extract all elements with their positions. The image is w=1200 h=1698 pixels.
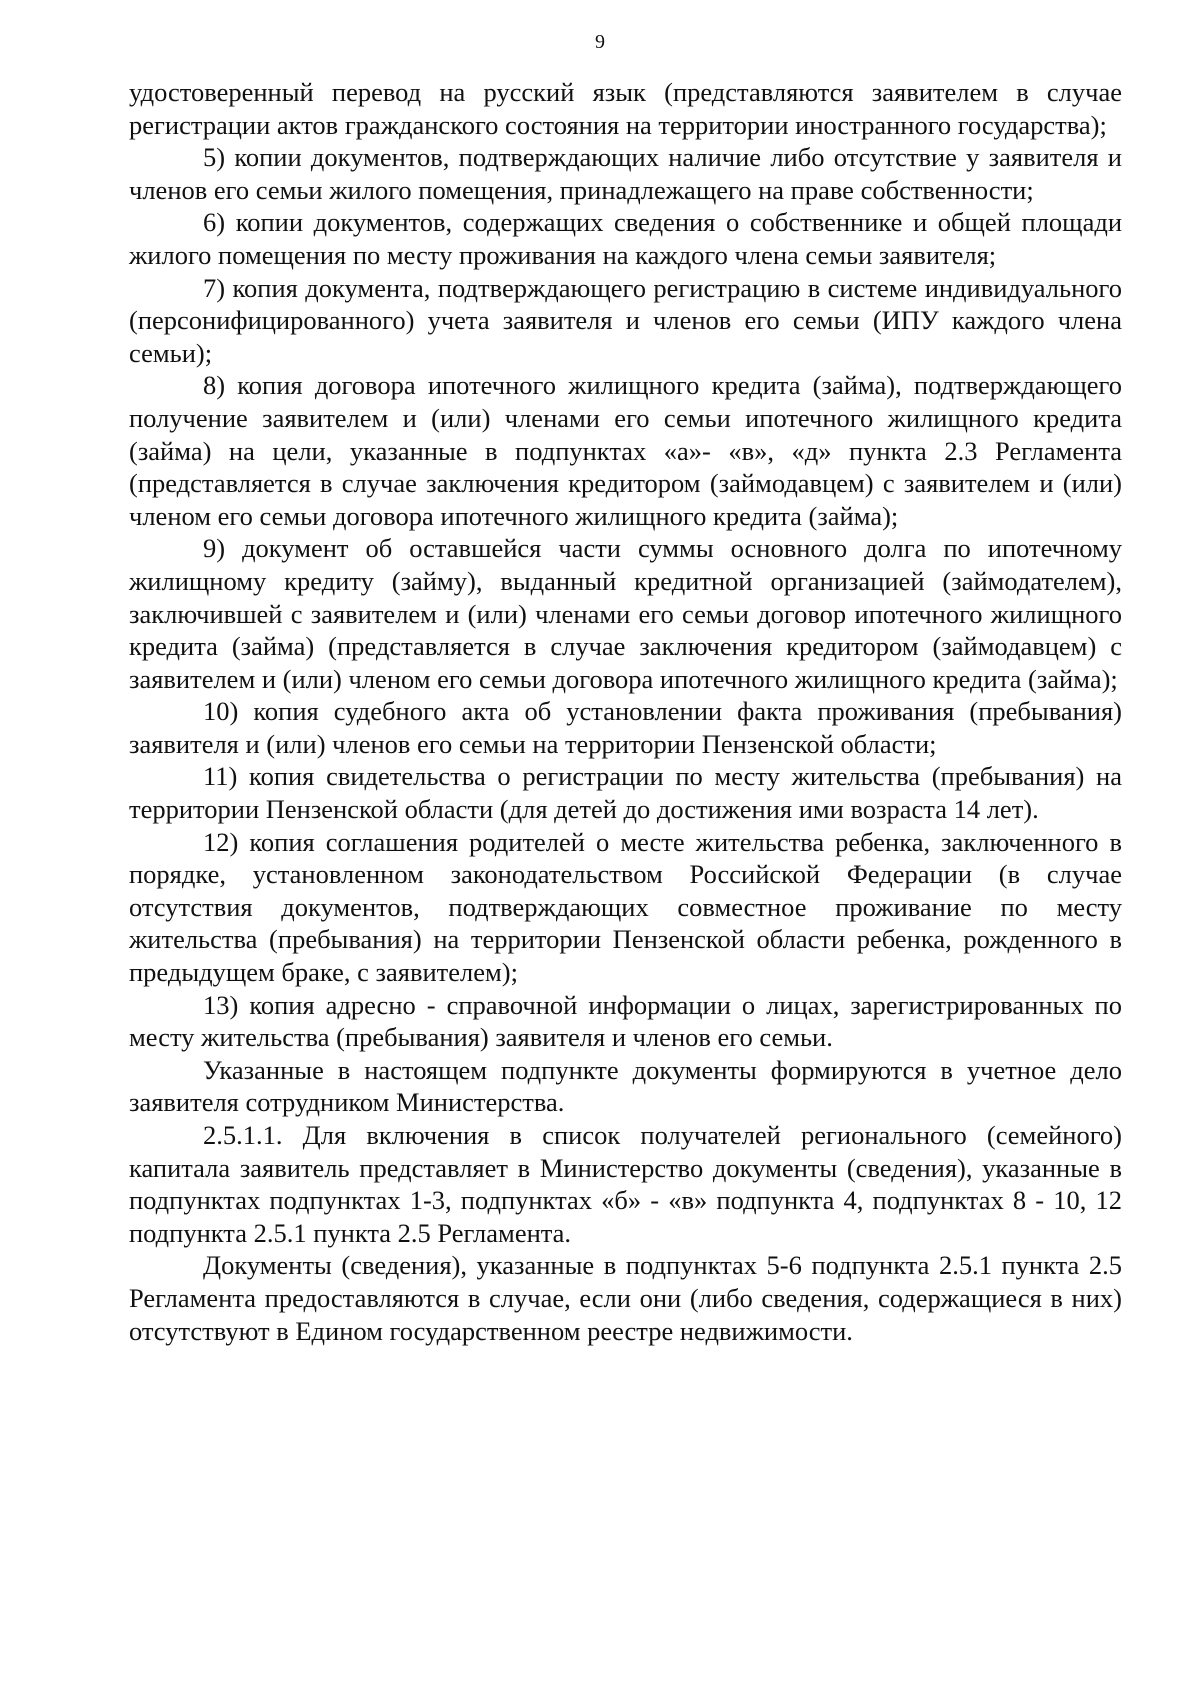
paragraph-item-7: 7) копия документа, подтверждающего регистрацию в системе индивидуального (персонифицированного) учета заявителя и членов его семьи (ИПУ каждого члена семьи); [129, 272, 1122, 368]
paragraph-item-12: 12) копия соглашения родителей о месте жительства ребенка, заключенного в порядке, установленном законодательством Российской Федерации (в случае отсутствия документов, подтверждающих совместное проживание по месту жительства (пребывания) на территории Пензенской области ребенка, рожденного в предыдущем браке, с заявителем); [129, 826, 1122, 988]
paragraph-documents-note: Документы (сведения), указанные в подпунктах 5-6 подпункта 2.5.1 пункта 2.5 Регламента предоставляются в случае, если они (либо сведения, содержащиеся в них) отсутствуют в Едином государственном реестре недвижимости. [129, 1250, 1122, 1346]
paragraph-item-9: 9) документ об оставшейся части суммы основного долга по ипотечному жилищному кредиту (займу), выданный кредитной организацией (займодателем), заключившей с заявителем и (или) членами его семьи договор ипотечного жилищного кредита (займа) (представляется в случае заключения кредитором (займодавцем) с заявителем и (или) членом его семьи договора ипотечного жилищного кредита (займа); [129, 533, 1122, 694]
paragraph-item-11: 11) копия свидетельства о регистрации по месту жительства (пребывания) на территории Пензенской области (для детей до достижения ими возраста 14 лет). [129, 761, 1122, 825]
paragraph-item-8: 8) копия договора ипотечного жилищного кредита (займа), подтверждающего получение заявителем и (или) членами его семьи ипотечного жилищного кредита (займа) на цели, указанные в подпунктах «а»- «в», «д» пункта 2.3 Регламента (представляется в случае заключения кредитором (займодавцем) с заявителем и (или) членом его семьи договора ипотечного жилищного кредита (займа); [129, 370, 1122, 531]
paragraph-2-5-1-1: 2.5.1.1. Для включения в список получателей регионального (семейного) капитала заявитель представляет в Министерство документы (сведения), указанные в подпунктах подпунктах 1-3, подпунктах «б» - «в» подпункта 4, подпунктах 8 - 10, 12 подпункта 2.5.1 пункта 2.5 Регламента. [129, 1120, 1122, 1248]
paragraph-continuation: удостоверенный перевод на русский язык (представляются заявителем в случае регистрации актов гражданского состояния на территории иностранного государства); [129, 77, 1122, 140]
paragraph-note: Указанные в настоящем подпункте документы формируются в учетное дело заявителя сотрудником Министерства. [129, 1054, 1122, 1118]
paragraph-item-10: 10) копия судебного акта об установлении факта проживания (пребывания) заявителя и (или) членов его семьи на территории Пензенской области; [129, 696, 1122, 759]
paragraph-item-13: 13) копия адресно - справочной информации о лицах, зарегистрированных по месту жительства (пребывания) заявителя и членов его семьи. [129, 989, 1122, 1053]
paragraph-item-6: 6) копии документов, содержащих сведения о собственнике и общей площади жилого помещения по месту проживания на каждого члена семьи заявителя; [129, 207, 1122, 270]
paragraph-item-5: 5) копии документов, подтверждающих наличие либо отсутствие у заявителя и членов его семьи жилого помещения, принадлежащего на праве собственности; [129, 142, 1122, 205]
page-number: 9 [595, 31, 605, 53]
document-body [129, 76, 1122, 1347]
